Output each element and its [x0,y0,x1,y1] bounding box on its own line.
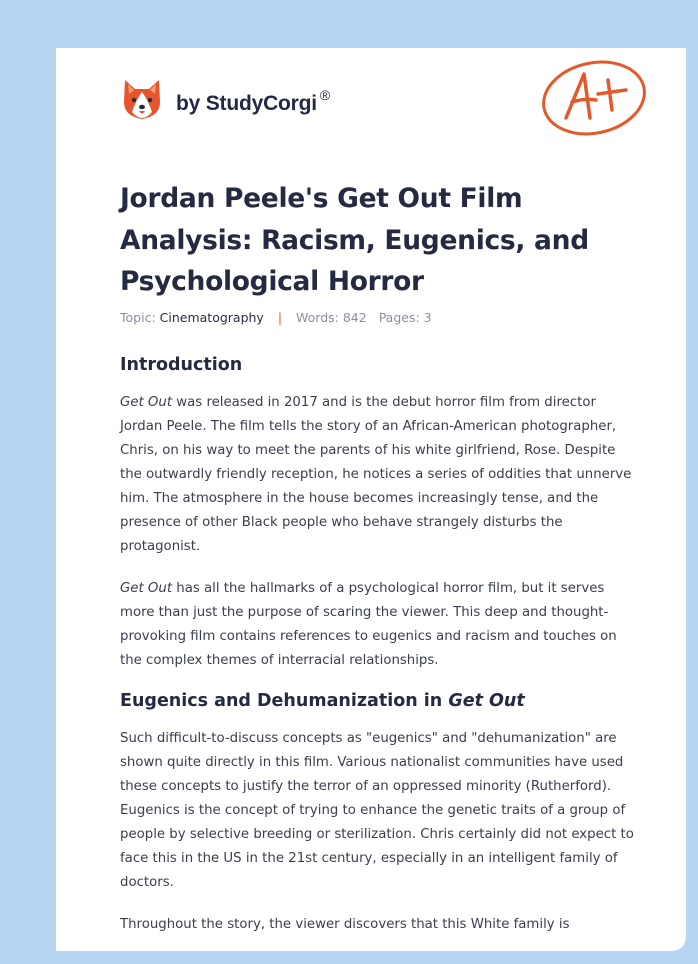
page-count: Pages: 3 [378,310,432,325]
paragraph: Such difficult-to-discuss concepts as "eugenics" and "dehumanization" are shown quite directly in this film. Various nationalist communities have used these concepts to justify the terror of an oppressed minority (Rutherford). Eugenics is the concept of trying to enhance the genetic traits of a group of people by selective breeding or sterilization. Chris certainly did not expect to face this in the US in the 21st century, especially in an intelligent family of doctors. [120,731,634,890]
studycorgi-logo[interactable] [122,76,330,122]
paragraph: Get Out has all the hallmarks of a psychological horror film, but it serves more than just the purpose of scaring the viewer. This deep and thought-provoking film contains references to eugenics and racism and touches on the complex themes of interracial relationships. [120,581,617,668]
corgi-icon [122,76,162,122]
registered-mark: ® [319,87,331,103]
film-title: Get Out [120,395,173,410]
document-page [56,48,686,951]
paragraph: Throughout the story, the viewer discovers that this White family is [120,917,570,932]
section-heading: Introduction [120,355,243,375]
topic-link[interactable]: Cinematography [159,310,264,325]
word-count: Words: 842 [296,310,367,325]
grade-stamp-a-plus-icon [538,58,650,138]
film-title: Get Out [448,691,525,711]
article-meta [120,310,432,325]
meta-separator: | [277,310,283,325]
topic-label: Topic: [120,310,156,325]
paragraph: Get Out was released in 2017 and is the debut horror film from director Jordan Peele. The film tells the story of an African-American photographer, Chris, on his way to meet the parents of his white girlfriend, Rose. Despite the outwardly friendly reception, he notices a series of oddities that unnerve him. The atmosphere in the house becomes increasingly tense, and the presence of other Black people who behave strangely disturbs the protagonist. [120,395,632,554]
page-title: Jordan Peele's Get Out Film Analysis: Racism, Eugenics, and Psychological Horror [120,183,589,297]
section-heading: Eugenics and Dehumanization in Get Out [120,691,525,711]
brand-name: by StudyCorgi ® [176,87,331,115]
film-title: Get Out [120,581,173,596]
